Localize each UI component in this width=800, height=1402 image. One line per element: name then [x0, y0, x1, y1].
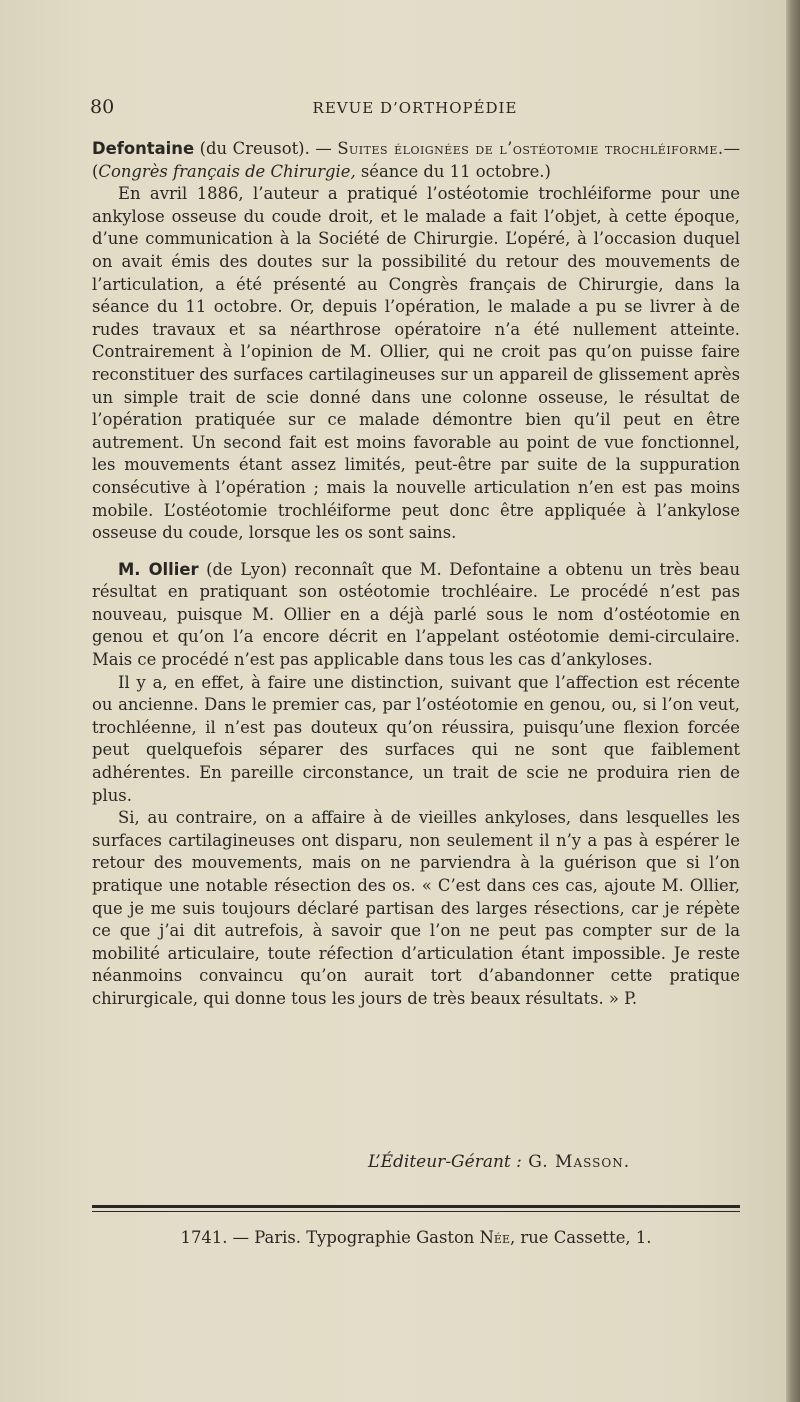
editor-role: L’Éditeur-Gérant :	[368, 1152, 522, 1172]
entry-journal: Congrès français de Chirurgie,	[98, 161, 356, 181]
paragraph-defontaine: En avril 1886, l’auteur a pratiqué l’ostéotomie trochléiforme pour une ankylose osseuse du coude droit, et le malade a fait l’objet, à cette époque, d’une communication à la Société de Chirurgie. L’opéré, à l’occasion duquel on avait émis des doutes sur la possibilité du retour des mouvements de l’articulation, a été présenté au Congrès français de Chirurgie, dans la séance du 11 octobre. Or, depuis l’opération, le malade a pu se livrer à de rudes travaux et sa néarthrose opératoire n’a été nullement atteinte. Contrairement à l’opinion de M. Ollier, qui ne croit pas qu’on puisse faire reconstituer des surfaces cartilagineuses sur un appareil de glissement après un simple trait de scie donné dans une colonne osseuse, le résultat de l’opération pratiquée sur ce malade démontre bien qu’il peut en être autrement. Un second fait est moins favorable au point de vue fonctionnel, les mouvements étant assez limités, peut-être par suite de la suppuration consécutive à l’opération ; mais la nouvelle articulation n’en est pas moins mobile. L’ostéotomie trochléiforme peut donc être appliquée à l’ankylose osseuse du coude, lorsque les os sont sains.	[92, 184, 740, 543]
editor-signature	[368, 1152, 630, 1172]
imprint-printer: Née	[479, 1228, 510, 1247]
editor-name: G. Masson.	[521, 1152, 631, 1172]
ollier-author: M. Ollier	[118, 559, 199, 579]
entry-location: (du Creusot). —	[194, 139, 338, 158]
book-page-edge	[786, 0, 800, 1402]
printer-imprint	[92, 1228, 740, 1247]
paragraph-distinction: Il y a, en effet, à faire une distinction, suivant que l’affection est récente ou ancienne. Dans le premier cas, par l’ostéotomie en genou, ou, si l’on veut, trochléenne, il n’est pas douteux qu’on réussira, puisqu’une flexion forcée peut quelquefois séparer des surfaces qui ne sont que faiblement adhérentes. En pareille circonstance, un trait de scie ne produira rien de plus.	[92, 672, 740, 805]
ollier-intro-text: (de Lyon) reconnaît que M. Defontaine a obtenu un très beau résultat en pratiquant son ostéotomie trochléaire. Le procédé n’est pas nouveau, puisque M. Ollier en a déjà parlé sous le nom d’ostéotomie en genou et qu’on l’a encore décrit en l’appelant ostéotomie demi-circulaire. Mais ce procédé n’est pas applicable dans tous les cas d’ankyloses.	[92, 559, 741, 670]
article-body	[92, 138, 740, 1011]
entry-heading	[92, 138, 740, 183]
entry-author: Defontaine	[92, 139, 195, 158]
imprint-text-after: , rue Cassette, 1.	[509, 1228, 652, 1247]
running-title: REVUE D’ORTHOPÉDIE	[312, 99, 518, 117]
footer-rule-thick	[92, 1205, 740, 1208]
section-gap	[92, 545, 740, 559]
entry-dash: — (	[92, 139, 740, 181]
entry-title: Suites éloignées de l’ostéotomie trochléiforme.	[337, 139, 724, 158]
imprint-text-before: 1741. — Paris. Typographie Gaston	[180, 1228, 480, 1247]
page-header	[90, 96, 740, 120]
page-number: 80	[90, 96, 115, 118]
paragraph-ollier-intro	[92, 559, 740, 672]
entry-session: séance du 11 octobre.)	[355, 161, 551, 181]
footer-rule-thin	[92, 1211, 740, 1212]
paragraph-old-ankyloses: Si, au contraire, on a affaire à de vieilles ankyloses, dans lesquelles les surfaces cartilagineuses ont disparu, non seulement il n’y a pas à espérer le retour des mouvements, mais on ne parviendra à la guérison que si l’on pratique une notable résection des os. « C’est dans ces cas, ajoute M. Ollier, que je me suis toujours déclaré partisan des larges résections, car je répète ce que j’ai dit autrefois, à savoir que l’on ne peut pas compter sur de la mobilité articulaire, toute réfection d’articulation étant impossible. Je reste néanmoins convaincu qu’on aurait tort d’abandonner cette pratique chirurgicale, qui donne tous les jours de très beaux résultats. » P.	[92, 808, 740, 1008]
